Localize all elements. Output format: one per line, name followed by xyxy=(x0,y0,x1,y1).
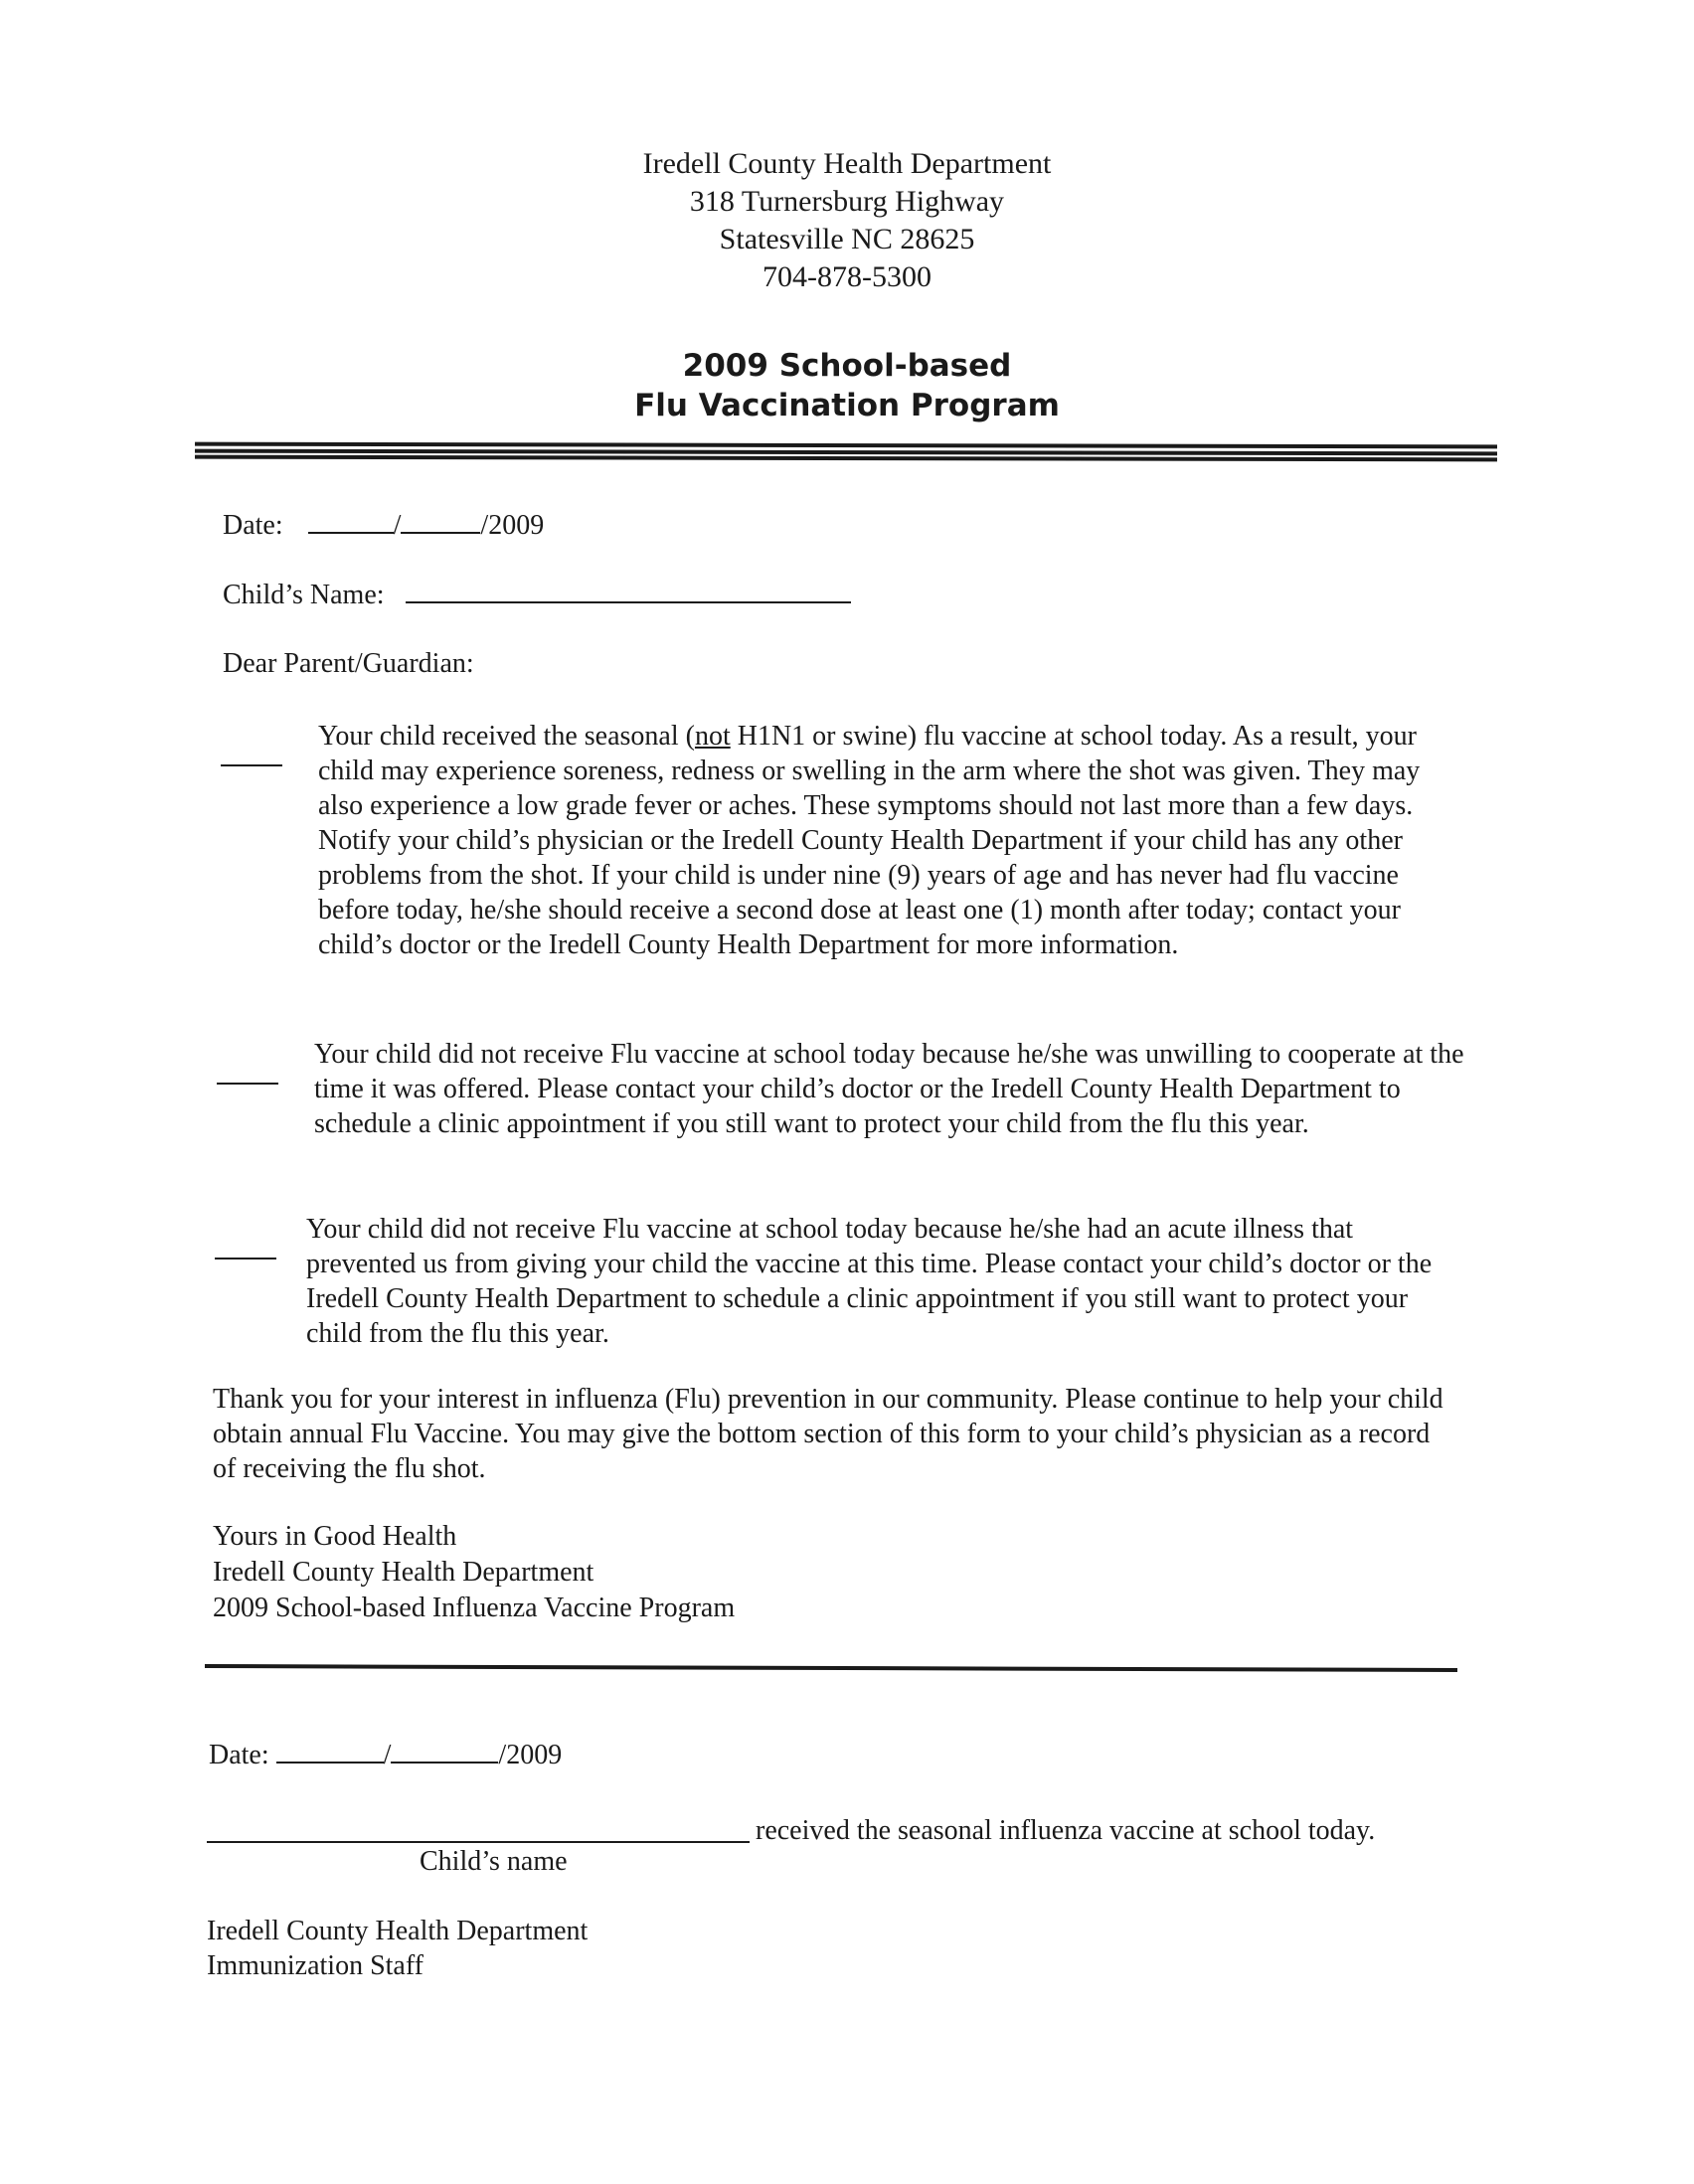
option-3-text: Your child did not receive Flu vaccine at school today because he/she had an acute illness that prevented us from giving your child the vaccine at this time. Please contact your child’s doctor or the Iredell County Health Department to schedule a clinic appointment if you still want to protect your child from the flu this year. xyxy=(306,1214,1433,1349)
title-line-1: 2009 School-based xyxy=(682,348,1012,384)
bottom-date-separator: / xyxy=(383,1740,392,1770)
date-year: /2009 xyxy=(480,510,545,541)
child-name-caption: Child’s name xyxy=(420,1846,568,1877)
bottom-date-label: Date: xyxy=(209,1740,269,1770)
letterhead xyxy=(0,145,1694,296)
cut-divider xyxy=(205,1664,1457,1672)
child-name-label: Child’s Name: xyxy=(223,580,385,610)
date-label: Date: xyxy=(223,510,283,541)
option-3-checkbox-line[interactable] xyxy=(215,1235,276,1268)
child-name-field xyxy=(223,578,851,612)
option-2-text: Your child did not receive Flu vaccine at school today because he/she was unwilling to cooperate at the time it was offered. Please contact your child’s doctor or the Iredell County Health Department to schedule a clinic appointment if you still want to protect your child from the flu this year. xyxy=(314,1039,1464,1139)
staff-line-1: Iredell County Health Department xyxy=(207,1916,589,1946)
child-name-blank[interactable] xyxy=(406,578,851,603)
date-month-blank[interactable] xyxy=(308,508,394,534)
greeting: Dear Parent/Guardian: xyxy=(223,648,474,679)
date-separator: / xyxy=(393,510,402,541)
phone-number: 704-878-5300 xyxy=(762,260,932,293)
header-divider xyxy=(195,442,1497,463)
not-underlined: not xyxy=(694,721,731,752)
staff-line-2: Immunization Staff xyxy=(207,1950,424,1981)
page-title xyxy=(0,346,1694,425)
bottom-date-month-blank[interactable] xyxy=(276,1738,384,1764)
sign-line-1: Yours in Good Health xyxy=(213,1521,457,1552)
org-name: Iredell County Health Department xyxy=(642,147,1052,180)
sign-line-2: Iredell County Health Department xyxy=(213,1557,594,1588)
title-line-2: Flu Vaccination Program xyxy=(634,388,1060,423)
option-1-checkbox-line[interactable] xyxy=(221,742,282,775)
signature-block xyxy=(213,1519,735,1626)
option-1-text: Your child received the seasonal (not H1N1 or swine) flu vaccine at school today. As a result, your child may experience soreness, redness or swelling in the arm where the shot was given. They may also experience a low grade fever or aches. These symptoms should not last more than a few days. Notify your child’s physician or the Iredell County Health Department if your child has any other problems from the shot. If your child is under nine (9) years of age and has never had flu vaccine before today, he/she should receive a second dose at least one (1) month after today; contact your child’s doctor or the Iredell County Health Department for more information. xyxy=(318,721,1421,960)
date-field-bottom xyxy=(209,1738,562,1772)
closing-paragraph: Thank you for your interest in influenza (Flu) prevention in our community. Please continue to help your child obtain annual Flu Vaccine. You may give the bottom section of this form to your child’s physician as a record of receiving the flu shot. xyxy=(213,1384,1443,1484)
address-line-1: 318 Turnersburg Highway xyxy=(689,185,1005,218)
date-field-top xyxy=(223,508,544,543)
staff-block xyxy=(207,1914,588,1983)
bottom-date-day-blank[interactable] xyxy=(391,1738,498,1764)
address-line-2: Statesville NC 28625 xyxy=(719,223,975,255)
sign-line-3: 2009 School-based Influenza Vaccine Program xyxy=(213,1593,736,1623)
date-day-blank[interactable] xyxy=(401,508,480,534)
option-2-checkbox-line[interactable] xyxy=(217,1060,278,1093)
received-statement: received the seasonal influenza vaccine at school today. xyxy=(756,1815,1376,1846)
bottom-date-year: /2009 xyxy=(498,1740,563,1770)
bottom-child-name-blank[interactable] xyxy=(207,1839,750,1843)
